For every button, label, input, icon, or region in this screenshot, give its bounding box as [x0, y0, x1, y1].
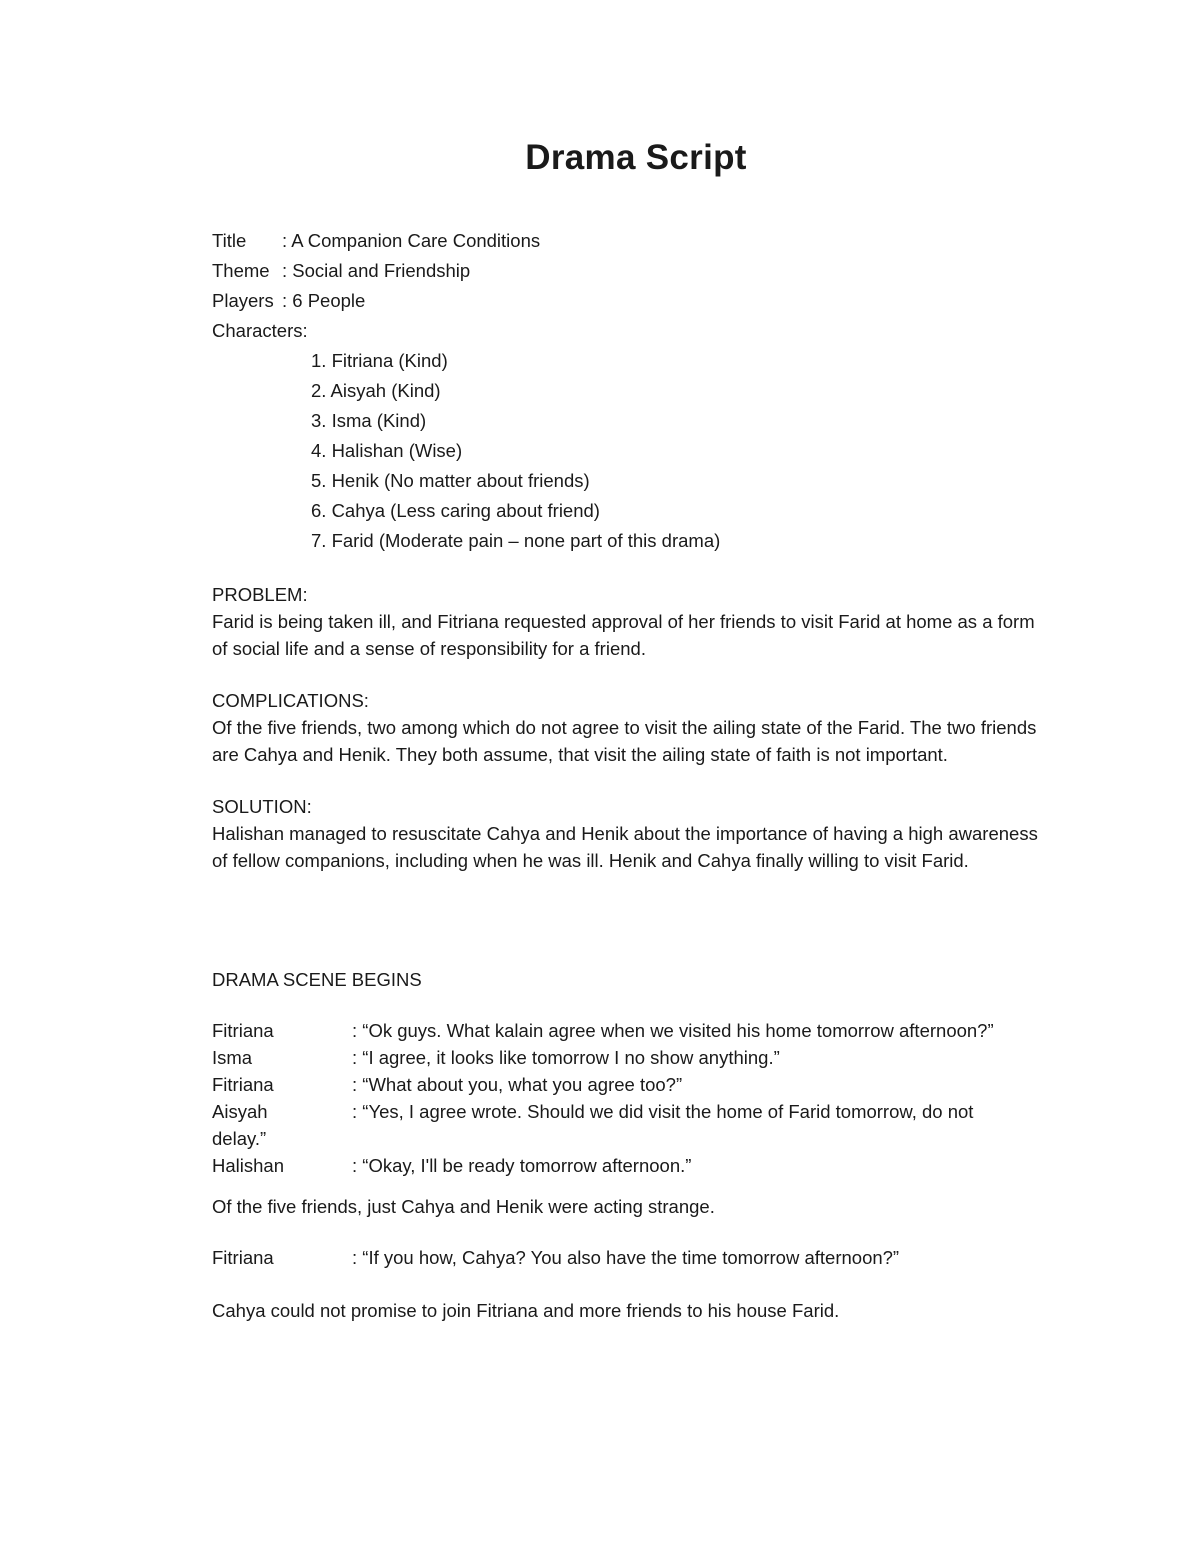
- meta-players-label: Players: [212, 290, 274, 311]
- meta-characters-label: Characters:: [212, 320, 308, 341]
- dialogue-block: [212, 1017, 1052, 1179]
- dialogue-speaker: Fitriana: [212, 1247, 274, 1268]
- dialogue-line: [212, 1017, 1052, 1044]
- meta-title-row: [212, 226, 1052, 256]
- dialogue-text: : “If you how, Cahya? You also have the time tomorrow afternoon?”: [352, 1247, 900, 1268]
- dialogue-line: [212, 1152, 1052, 1179]
- dialogue-text: : “What about you, what you agree too?”: [352, 1074, 683, 1095]
- dialogue-speaker: Aisyah: [212, 1101, 268, 1122]
- dialogue-line: [212, 1044, 1052, 1071]
- meta-title-value: : A Companion Care Conditions: [282, 230, 541, 251]
- character-item: 1. Fitriana (Kind): [311, 350, 448, 371]
- dialogue-line: [212, 1244, 1052, 1271]
- meta-characters-row: [212, 316, 1052, 346]
- scene-heading: DRAMA SCENE BEGINS: [212, 969, 422, 990]
- dialogue-line: [212, 1098, 1052, 1125]
- characters-list: [212, 346, 1052, 556]
- document-title: Drama Script: [525, 138, 747, 177]
- meta-theme-row: [212, 256, 1052, 286]
- meta-theme-value: : Social and Friendship: [282, 260, 471, 281]
- narration-text: Of the five friends, just Cahya and Henik were acting strange.: [212, 1196, 715, 1217]
- dialogue-text: : “Okay, I'll be ready tomorrow afternoon.”: [352, 1155, 692, 1176]
- complications-section: [212, 688, 1052, 768]
- solution-section: [212, 794, 1052, 874]
- meta-title-label: Title: [212, 230, 247, 251]
- complications-heading: COMPLICATIONS:: [212, 690, 369, 711]
- character-item: 3. Isma (Kind): [311, 410, 427, 431]
- dialogue-text: : “Yes, I agree wrote. Should we did visit the home of Farid tomorrow, do not: [352, 1101, 974, 1122]
- character-item: 7. Farid (Moderate pain – none part of this drama): [311, 530, 721, 551]
- character-item: 2. Aisyah (Kind): [311, 380, 441, 401]
- solution-heading: SOLUTION:: [212, 796, 312, 817]
- meta-theme-label: Theme: [212, 260, 270, 281]
- complications-text: Of the five friends, two among which do not agree to visit the ailing state of the Farid. The two friends are Cahya and Henik. They both assume, that visit the ailing state of faith is not important.: [212, 717, 1037, 765]
- character-item: 4. Halishan (Wise): [311, 440, 463, 461]
- dialogue-line: [212, 1071, 1052, 1098]
- problem-section: [212, 582, 1052, 662]
- problem-text: Farid is being taken ill, and Fitriana requested approval of her friends to visit Farid at home as a form of social life and a sense of responsibility for a friend.: [212, 611, 1035, 659]
- meta-players-row: [212, 286, 1052, 316]
- solution-text: Halishan managed to resuscitate Cahya and Henik about the importance of having a high awareness of fellow companions, including when he was ill. Henik and Cahya finally willing to visit Farid.: [212, 823, 1038, 871]
- problem-heading: PROBLEM:: [212, 584, 308, 605]
- meta-players-value: : 6 People: [282, 290, 366, 311]
- dialogue-speaker: Halishan: [212, 1155, 284, 1176]
- narration-text: Cahya could not promise to join Fitriana and more friends to his house Farid.: [212, 1300, 840, 1321]
- dialogue-text: : “Ok guys. What kalain agree when we visited his home tomorrow afternoon?”: [352, 1020, 994, 1041]
- dialogue-text: : “I agree, it looks like tomorrow I no show anything.”: [352, 1047, 780, 1068]
- dialogue-speaker: Fitriana: [212, 1020, 274, 1041]
- character-item: 6. Cahya (Less caring about friend): [311, 500, 600, 521]
- spacer: [212, 874, 1052, 967]
- dialogue-continuation: delay.”: [212, 1128, 267, 1149]
- dialogue-speaker: Fitriana: [212, 1074, 274, 1095]
- document-content: [212, 226, 1052, 1324]
- character-item: 5. Henik (No matter about friends): [311, 470, 590, 491]
- dialogue-speaker: Isma: [212, 1047, 253, 1068]
